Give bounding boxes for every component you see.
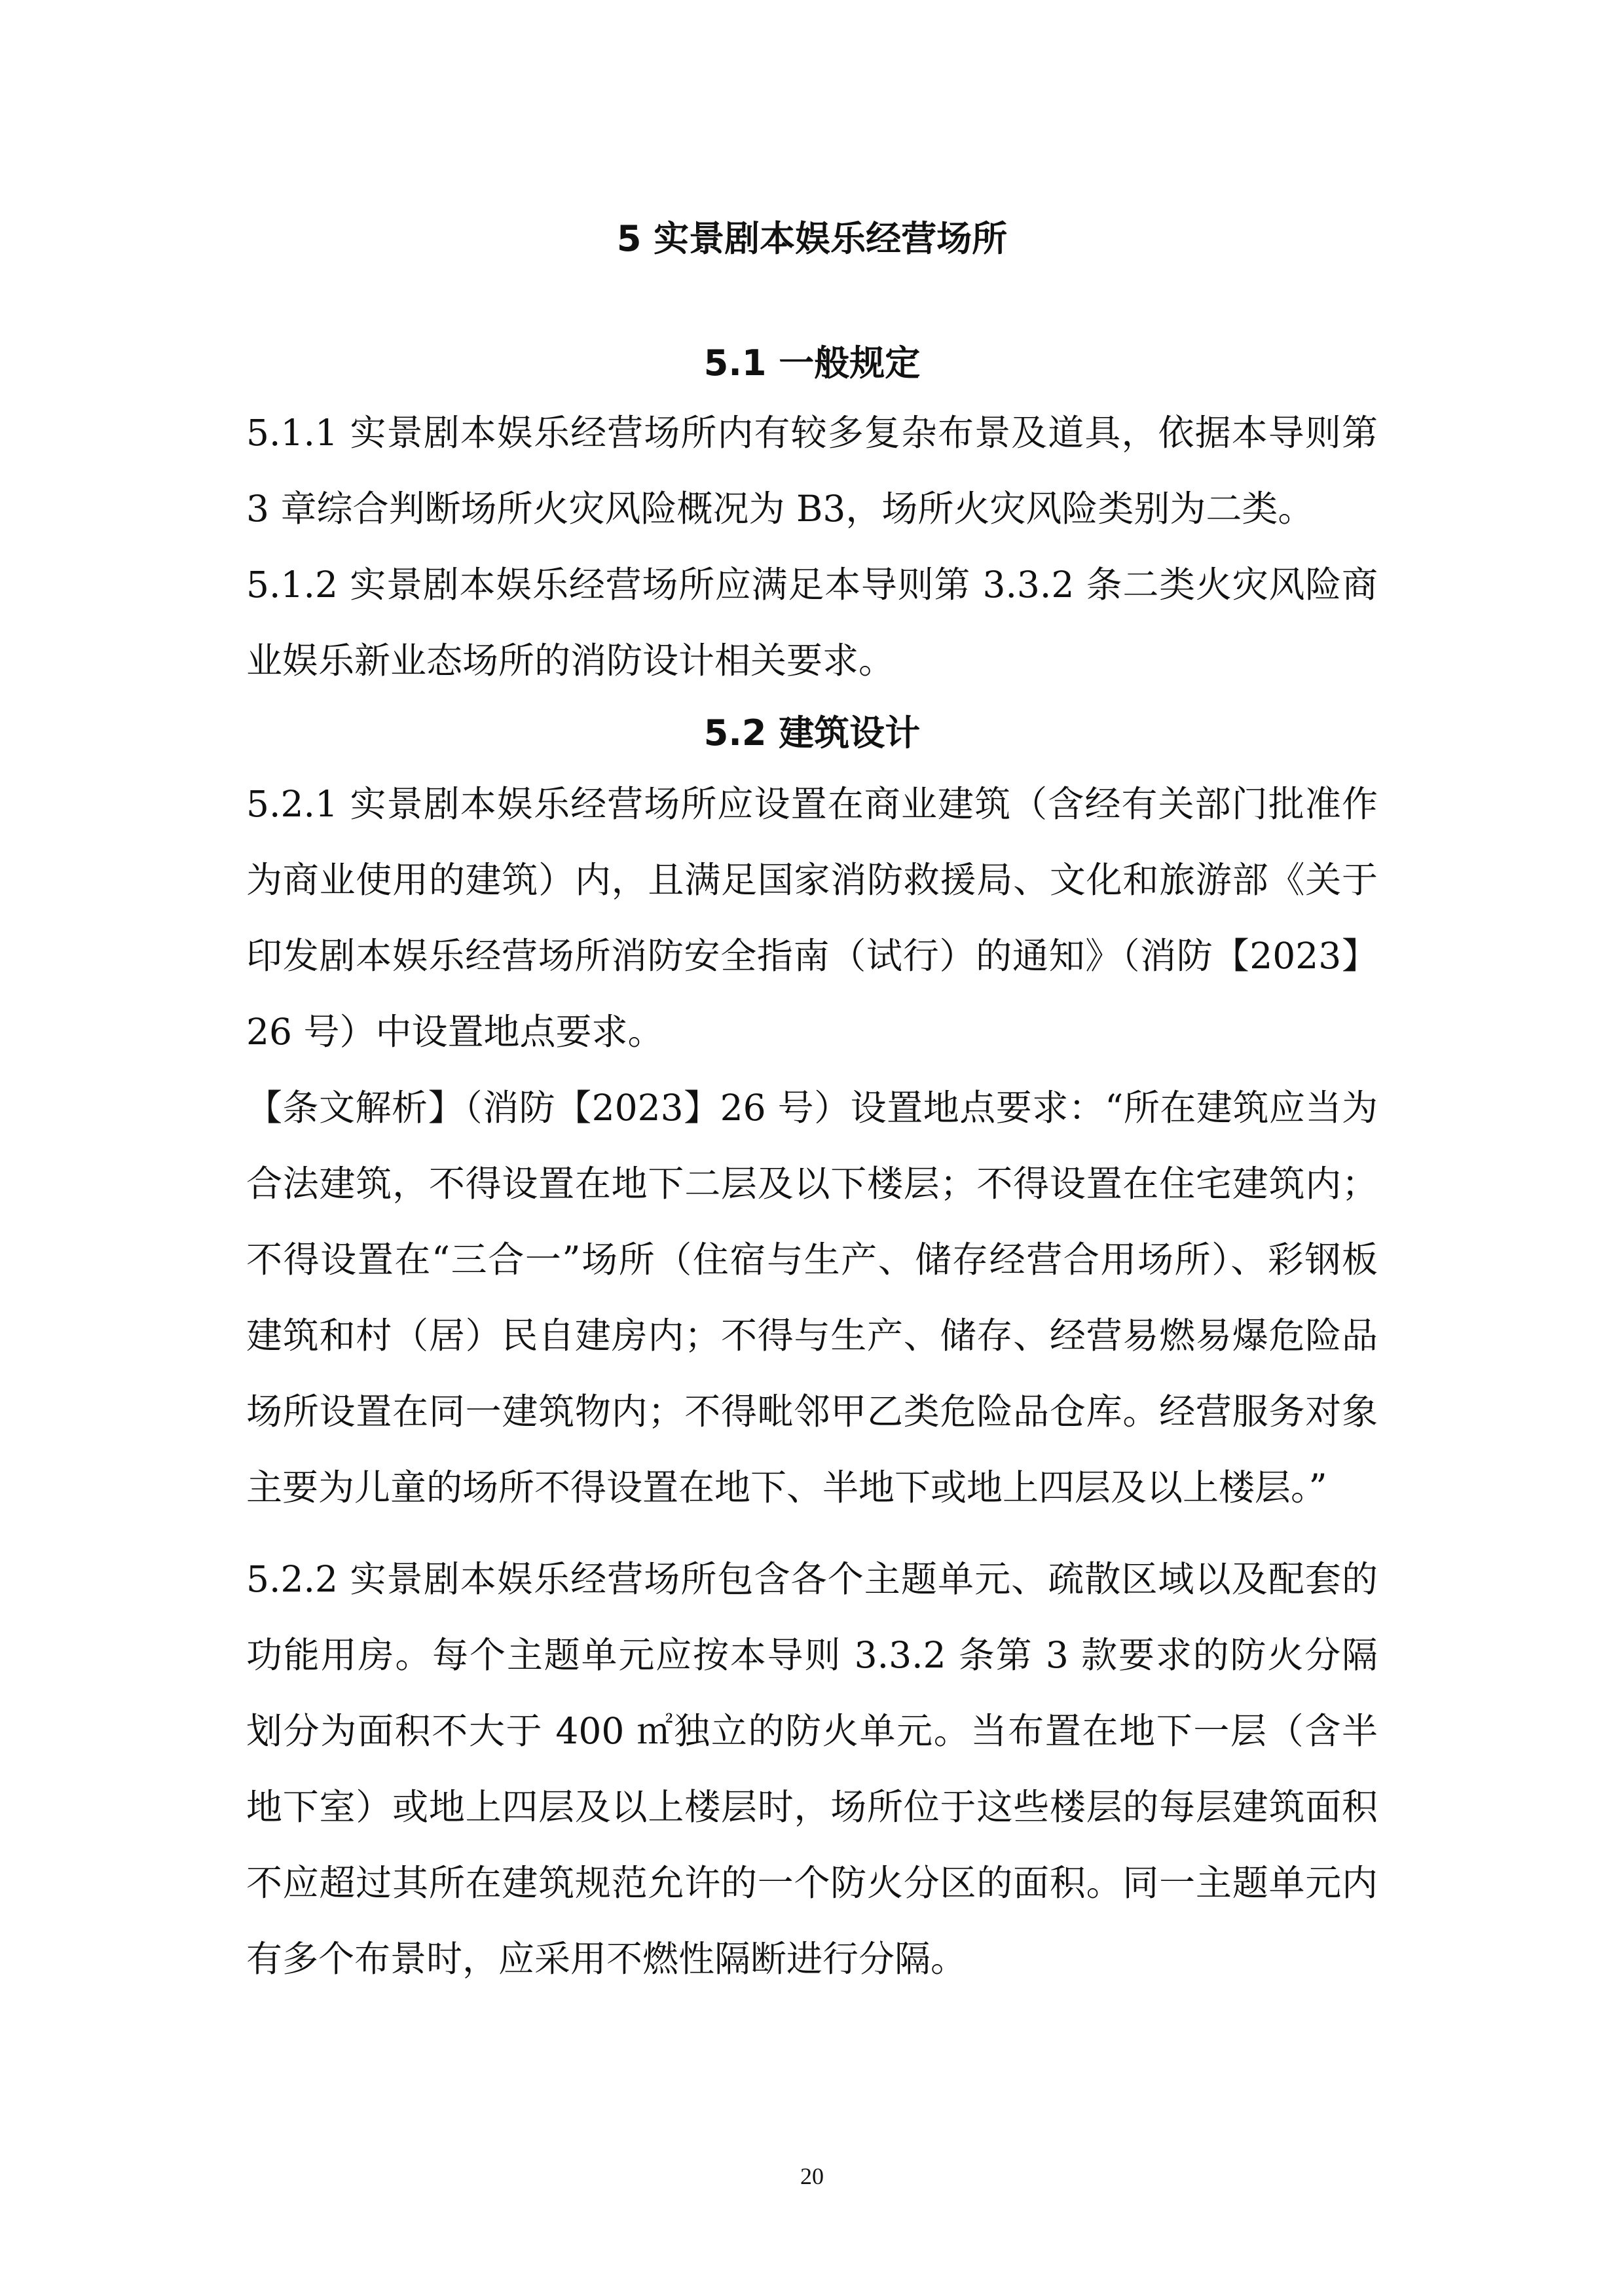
section-5-2-body <box>246 766 1378 1997</box>
section-heading-5-1: 5.1 一般规定 <box>703 342 921 384</box>
section-5-1-body <box>246 395 1378 699</box>
clause-5-2-1: 5.2.1 实景剧本娱乐经营场所应设置在商业建筑（含经有关部门批准作为商业使用的建筑）内，且满足国家消防救援局、文化和旅游部《关于印发剧本娱乐经营场所消防安全指南（试行）的通知》（消防【2023】26 号）中设置地点要求。 <box>246 783 1378 1053</box>
section-heading-5-2: 5.2 建筑设计 <box>703 712 921 754</box>
page-number: 20 <box>800 2163 824 2189</box>
clause-commentary: 【条文解析】（消防【2023】26 号）设置地点要求：“所在建筑应当为合法建筑，不得设置在地下二层及以下楼层；不得设置在住宅建筑内；不得设置在“三合一”场所（住宿与生产、储存经营合用场所）、彩钢板建筑和村（居）民自建房内；不得与生产、储存、经营易燃易爆危险品场所设置在同一建筑物内；不得毗邻甲乙类危险品仓库。经营服务对象主要为儿童的场所不得设置在地下、半地下或地上四层及以上楼层。” <box>246 1087 1378 1508</box>
clause-5-1-1: 5.1.1 实景剧本娱乐经营场所内有较多复杂布景及道具，依据本导则第 3 章综合判断场所火灾风险概况为 B3，场所火灾风险类别为二类。 <box>246 412 1378 530</box>
clause-5-2-2: 5.2.2 实景剧本娱乐经营场所包含各个主题单元、疏散区域以及配套的功能用房。每个主题单元应按本导则 3.3.2 条第 3 款要求的防火分隔划分为面积不大于 400 ㎡独立的防火单元。当布置在地下一层（含半地下室）或地上四层及以上楼层时，场所位于这些楼层的每层建筑面积不应超过其所在建筑规范允许的一个防火分区的面积。同一主题单元内有多个布景时，应采用不燃性隔断进行分隔。 <box>246 1558 1378 1980</box>
clause-5-1-2: 5.1.2 实景剧本娱乐经营场所应满足本导则第 3.3.2 条二类火灾风险商业娱乐新业态场所的消防设计相关要求。 <box>246 564 1378 682</box>
chapter-title: 5 实景剧本娱乐经营场所 <box>616 218 1008 259</box>
